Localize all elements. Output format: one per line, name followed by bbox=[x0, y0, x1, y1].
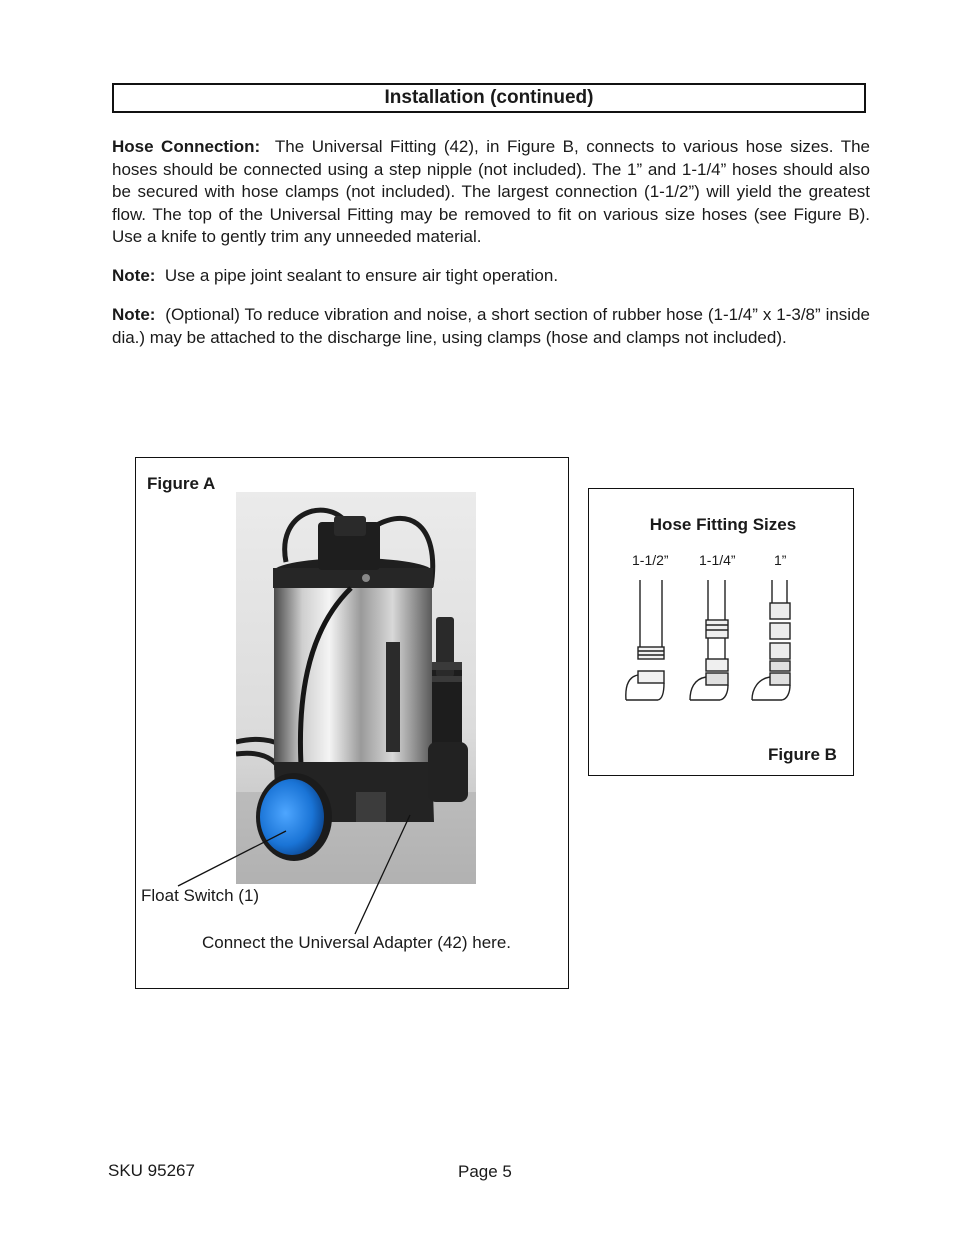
footer-sku: SKU 95267 bbox=[108, 1161, 195, 1180]
hose-fittings-drawing bbox=[620, 575, 820, 710]
figure-b-title: Hose Fitting Sizes bbox=[649, 515, 797, 534]
hose-size-label-2: 1-1/4” bbox=[699, 552, 736, 568]
hose-connection-label: Hose Connection: bbox=[112, 137, 261, 156]
section-title: Installation (continued) bbox=[384, 87, 594, 108]
adapter-caption: Connect the Universal Adapter (42) here. bbox=[202, 933, 512, 952]
figure-a-label: Figure A bbox=[147, 474, 216, 493]
hose-size-label-3: 1” bbox=[774, 552, 787, 568]
float-switch-caption: Float Switch (1) bbox=[141, 886, 260, 905]
fitting-1-1-2 bbox=[626, 580, 664, 700]
note-sealant-label: Note: bbox=[112, 266, 156, 285]
fitting-1-1-4 bbox=[690, 580, 728, 700]
note-vibration-label: Note: bbox=[112, 305, 156, 324]
hose-size-label-1: 1-1/2” bbox=[632, 552, 669, 568]
note-vibration-text: (Optional) To reduce vibration and noise, a short section of rubber hose (1-1/4” x 1-3/8” inside dia.) may be attached to the discharge line, using clamps (hose and clamps not included). bbox=[112, 305, 870, 347]
figure-b-label: Figure B bbox=[768, 745, 837, 764]
note-sealant-text: Use a pipe joint sealant to ensure air tight operation. bbox=[164, 266, 559, 285]
hose-connection-text: The Universal Fitting (42), in Figure B, connects to various hose sizes. The hoses should be connected using a step nipple (not included). The 1” and 1-1/4” hoses should also be secured with hose clamps (not included). The largest connection (1-1/2”) will yield the greatest flow. The top of the Universal Fitting may be removed to fit on various size hoses (see Figure B). Use a knife to gently trim any unneeded material. bbox=[112, 137, 870, 246]
footer-page-number: Page 5 bbox=[458, 1162, 512, 1181]
fitting-1 bbox=[752, 580, 790, 700]
